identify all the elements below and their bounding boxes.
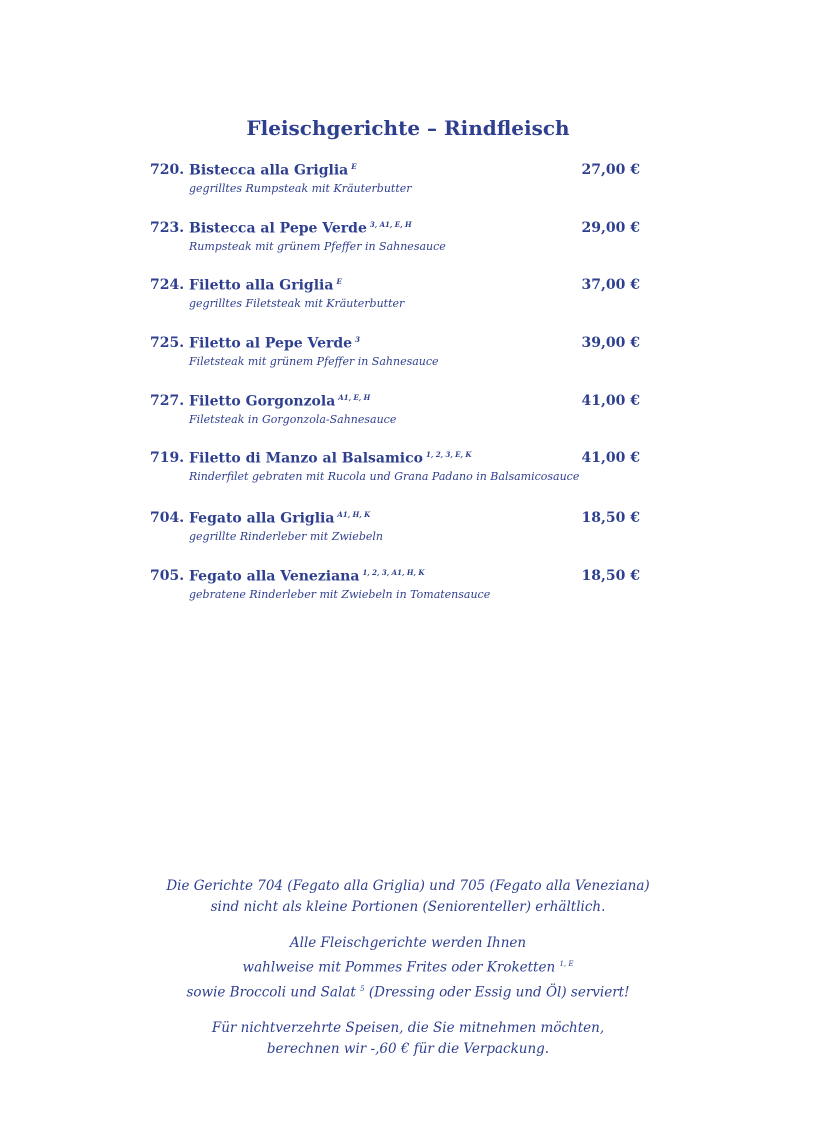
item-description: gebratene Rinderleber mit Zwiebeln in Tomatensauce <box>189 588 491 602</box>
menu-item <box>150 393 640 451</box>
portion-note-line: sind nicht als kleine Portionen (Seniorenteller) erhältlich. <box>210 899 606 915</box>
side-dish-allergens: 1, E <box>559 960 574 968</box>
menu-item <box>150 277 640 335</box>
packaging-note-line: berechnen wir -,60 € für die Verpackung. <box>266 1041 550 1057</box>
item-number: 727. <box>150 392 185 409</box>
item-allergens: 3, A1, E, H <box>369 219 412 229</box>
side-dish-text: wahlweise mit Pommes Frites oder Kroketten <box>242 959 556 976</box>
item-price: 29,00 € <box>581 219 640 236</box>
item-allergens: E <box>336 277 342 287</box>
item-description: Rumpsteak mit grünem Pfeffer in Sahnesauce <box>189 239 446 253</box>
item-number: 725. <box>150 335 185 352</box>
item-name <box>189 510 370 527</box>
item-price: 41,00 € <box>581 450 640 467</box>
item-name <box>189 162 357 179</box>
portion-note <box>0 876 816 918</box>
item-line <box>150 393 640 413</box>
item-line <box>150 510 640 530</box>
item-allergens: 1, 2, 3, A1, H, K <box>362 568 425 578</box>
menu-item <box>150 162 640 220</box>
item-description: gegrilltes Filetsteak mit Kräuterbutter <box>189 297 405 311</box>
menu-item <box>150 510 640 568</box>
item-price: 39,00 € <box>581 335 640 352</box>
portion-note-line: Die Gerichte 704 (Fegato alla Griglia) und 705 (Fegato alla Veneziana) <box>166 878 650 894</box>
footer-notes <box>0 876 816 1075</box>
item-allergens: 3 <box>355 335 360 345</box>
menu-item <box>150 568 640 626</box>
item-line <box>150 162 640 182</box>
item-name-text: Fegato alla Griglia <box>189 511 335 528</box>
item-line <box>150 450 640 470</box>
item-number: 705. <box>150 568 185 585</box>
item-name-text: Bistecca al Pepe Verde <box>189 220 367 237</box>
packaging-note-line: Für nichtverzehrte Speisen, die Sie mitnehmen möchten, <box>211 1020 605 1036</box>
item-name <box>189 393 370 410</box>
item-price: 41,00 € <box>581 392 640 409</box>
side-dish-note-line <box>0 979 816 1004</box>
item-line <box>150 568 640 588</box>
item-line <box>150 220 640 240</box>
item-name-text: Filetto alla Griglia <box>189 278 334 295</box>
item-number: 723. <box>150 219 185 236</box>
item-name-text: Filetto di Manzo al Balsamico <box>189 451 423 468</box>
dressing-text: (Dressing oder Essig und Öl) serviert! <box>368 984 630 1000</box>
item-line <box>150 277 640 297</box>
item-name <box>189 277 342 294</box>
item-description: gegrilltes Rumpsteak mit Kräuterbutter <box>189 182 412 195</box>
item-description: Rinderfilet gebraten mit Rucola und Grana Padano in Balsamicosauce <box>189 470 580 484</box>
menu-list <box>150 162 640 626</box>
item-name <box>189 335 360 352</box>
item-allergens: A1, E, H <box>338 392 371 402</box>
item-price: 18,50 € <box>581 510 640 527</box>
item-name-text: Fegato alla Veneziana <box>189 568 360 585</box>
side-dish-note-line <box>0 954 816 979</box>
menu-item <box>150 450 640 510</box>
salad-allergen: 5 <box>360 984 365 993</box>
item-description: gegrillte Rinderleber mit Zwiebeln <box>189 530 383 544</box>
item-number: 724. <box>150 277 185 294</box>
menu-item <box>150 335 640 393</box>
page-title: Fleischgerichte – Rindfleisch <box>246 116 570 140</box>
item-price: 18,50 € <box>581 568 640 585</box>
item-number: 720. <box>150 162 185 178</box>
item-number: 704. <box>150 510 185 527</box>
item-line <box>150 335 640 355</box>
item-description: Filetsteak in Gorgonzola-Sahnesauce <box>189 412 397 426</box>
item-allergens: E <box>351 162 357 171</box>
item-name-text: Filetto Gorgonzola <box>189 393 336 410</box>
item-name-text: Filetto al Pepe Verde <box>189 335 353 352</box>
item-name-text: Bistecca alla Griglia <box>189 162 349 179</box>
item-name <box>189 450 471 467</box>
packaging-note <box>0 1018 816 1060</box>
side-dish-note-line: Alle Fleischgerichte werden Ihnen <box>289 935 527 951</box>
menu-item <box>150 220 640 278</box>
salad-text: sowie Broccoli und Salat <box>186 984 356 1000</box>
item-price: 37,00 € <box>581 277 640 294</box>
item-number: 719. <box>150 450 185 467</box>
item-name <box>189 220 412 237</box>
item-price: 27,00 € <box>581 162 640 178</box>
item-description: Filetsteak mit grünem Pfeffer in Sahnesauce <box>189 355 439 369</box>
item-name <box>189 568 424 585</box>
item-allergens: 1, 2, 3, E, K <box>425 450 472 460</box>
item-allergens: A1, H, K <box>337 510 371 520</box>
side-dish-note <box>0 933 816 1003</box>
